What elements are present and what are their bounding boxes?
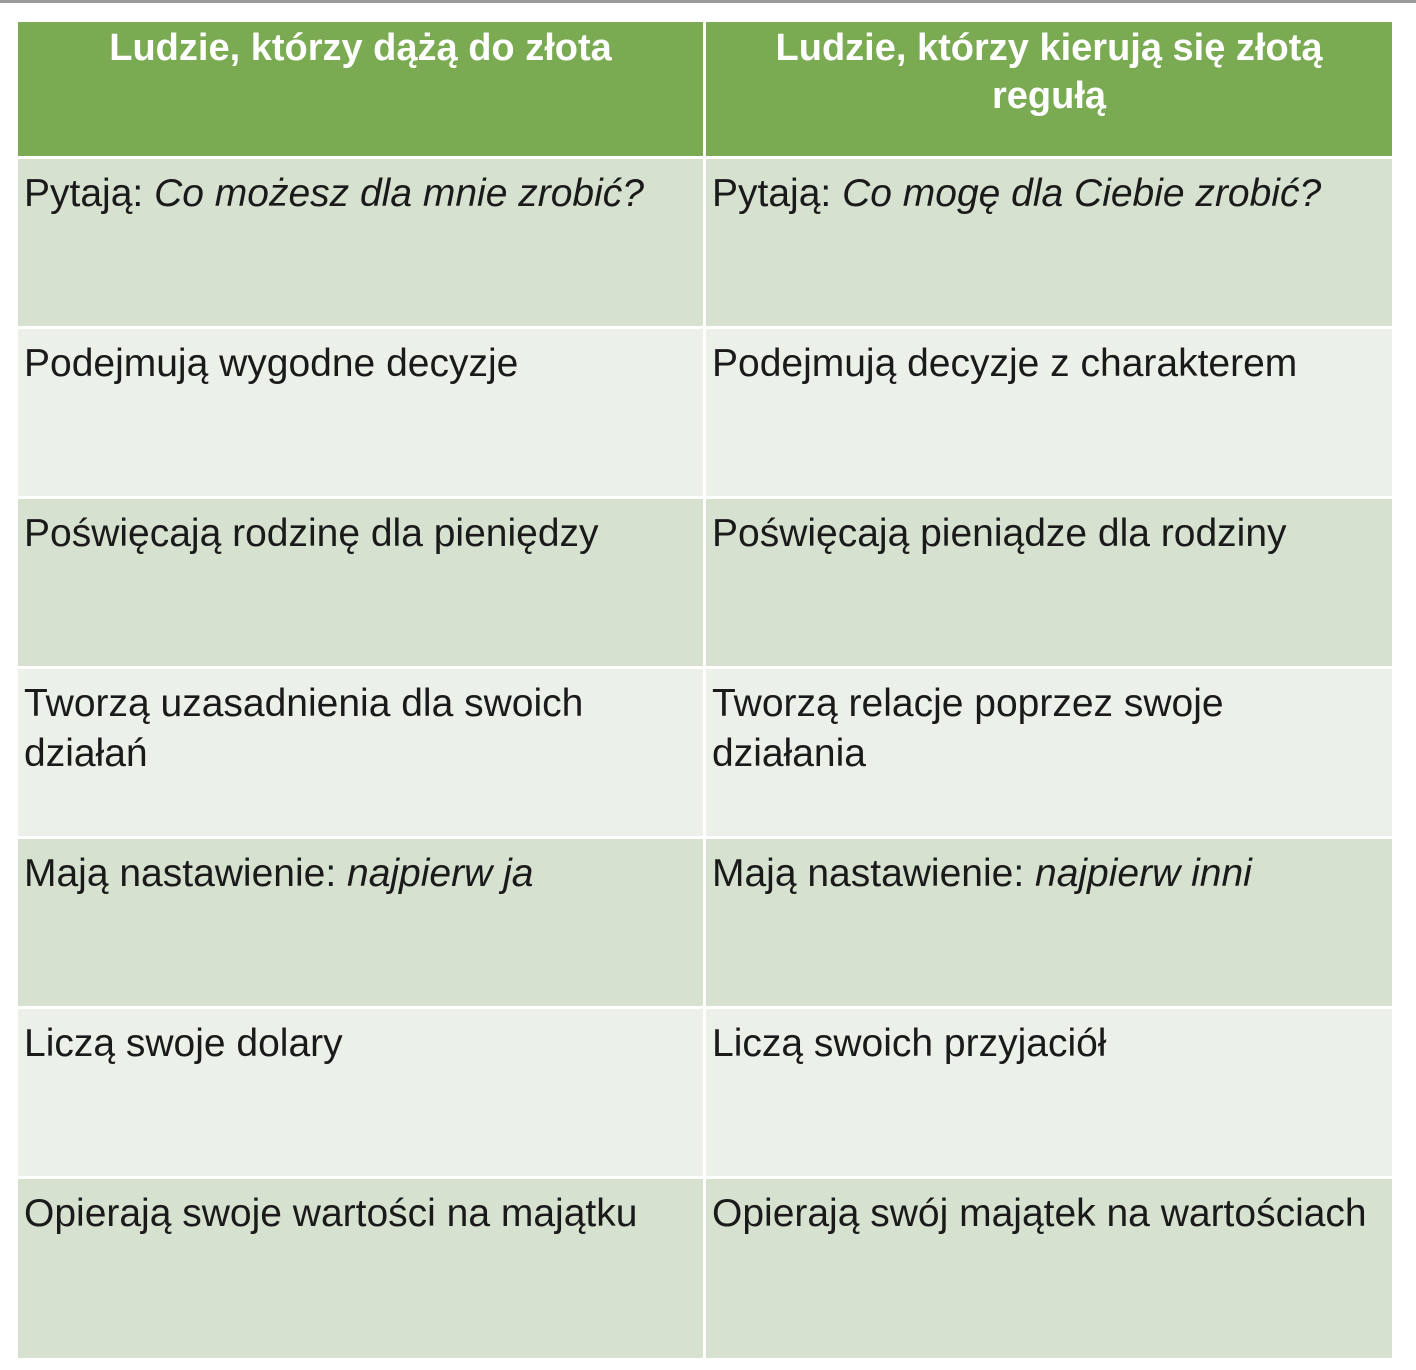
table-cell-right: Liczą swoich przyjaciół <box>703 1006 1392 1176</box>
table-cell-left: Podejmują wygodne decyzje <box>18 326 703 496</box>
top-divider <box>0 0 1416 3</box>
table-cell-right: Mają nastawienie: najpierw inni <box>703 836 1392 1006</box>
table-cell-right: Opierają swój majątek na wartościach <box>703 1176 1392 1358</box>
table-cell-right: Podejmują decyzje z charakterem <box>703 326 1392 496</box>
table-cell-left: Mają nastawienie: najpierw ja <box>18 836 703 1006</box>
comparison-table <box>18 22 1392 1358</box>
table-cell-left: Tworzą uzasadnienia dla swoich działań <box>18 666 703 836</box>
table-cell-left: Liczą swoje dolary <box>18 1006 703 1176</box>
header-golden-rule: Ludzie, którzy kierują się złotą regułą <box>703 22 1392 156</box>
table-cell-left: Pytają: Co możesz dla mnie zrobić? <box>18 156 703 326</box>
header-gold-seekers: Ludzie, którzy dążą do złota <box>18 22 703 156</box>
table-cell-left: Opierają swoje wartości na majątku <box>18 1176 703 1358</box>
table-cell-left: Poświęcają rodzinę dla pieniędzy <box>18 496 703 666</box>
table-cell-right: Poświęcają pieniądze dla rodziny <box>703 496 1392 666</box>
table-cell-right: Pytają: Co mogę dla Ciebie zrobić? <box>703 156 1392 326</box>
table-cell-right: Tworzą relacje poprzez swoje działania <box>703 666 1392 836</box>
